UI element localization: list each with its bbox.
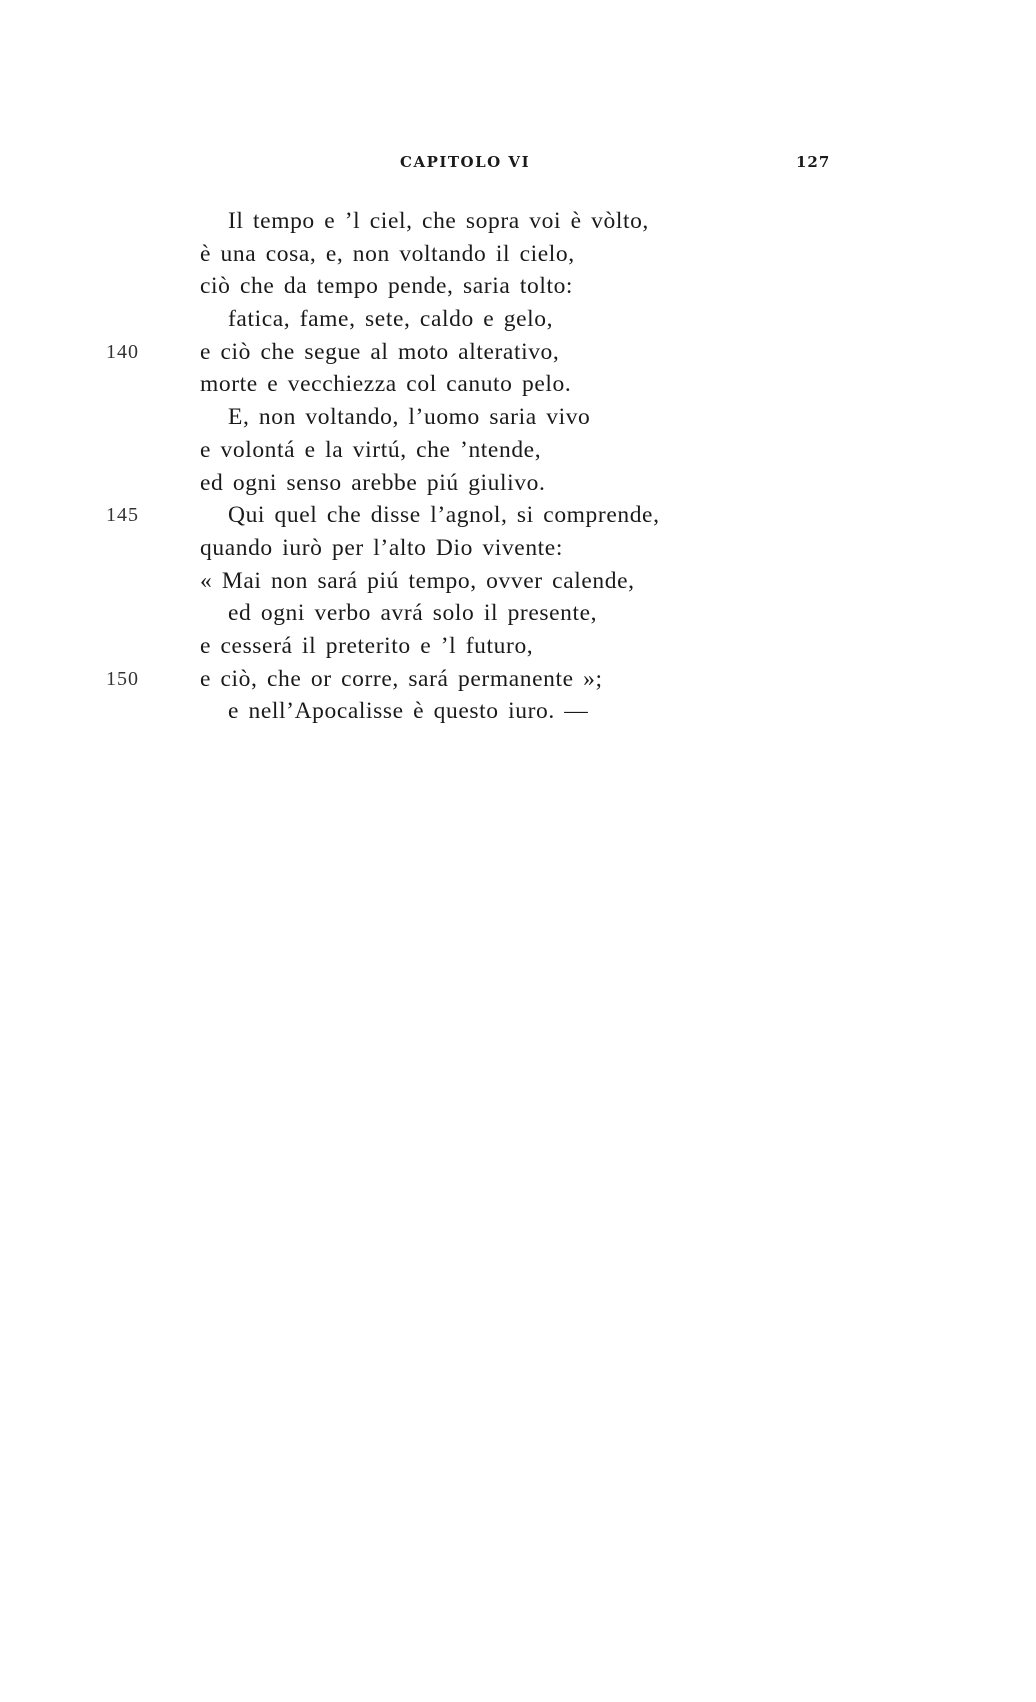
verse-line — [0, 404, 1036, 437]
verse-text: « Mai non sará piú tempo, ovver calende, — [200, 567, 635, 594]
running-head: CAPITOLO VI — [400, 153, 531, 171]
verse-text: è una cosa, e, non voltando il cielo, — [200, 240, 575, 267]
page-number: 127 — [796, 153, 831, 171]
verse-text: Qui quel che disse l’agnol, si comprende, — [228, 502, 660, 529]
line-number: 140 — [106, 340, 139, 363]
verse-line — [0, 633, 1036, 666]
verse-line — [0, 306, 1036, 339]
line-number: 145 — [106, 504, 139, 527]
verse-line — [0, 502, 1036, 535]
verse-text: e cesserá il preterito e ’l futuro, — [200, 632, 534, 659]
verse-text: e ciò che segue al moto alterativo, — [200, 338, 560, 365]
verse-text: e ciò, che or corre, sará permanente »; — [200, 665, 603, 692]
verse-line — [0, 273, 1036, 306]
verse-line — [0, 241, 1036, 274]
verse-text: fatica, fame, sete, caldo e gelo, — [228, 306, 554, 333]
verse-text: e nell’Apocalisse è questo iuro. — — [228, 698, 589, 725]
verse-line — [0, 339, 1036, 372]
verse-text: E, non voltando, l’uomo saria vivo — [228, 404, 591, 431]
verse-text: ciò che da tempo pende, saria tolto: — [200, 273, 574, 300]
verse-text: morte e vecchiezza col canuto pelo. — [200, 371, 572, 398]
verse-text: ed ogni senso arebbe piú giulivo. — [200, 469, 546, 496]
verse-text: e volontá e la virtú, che ’ntende, — [200, 436, 542, 463]
verse-line — [0, 600, 1036, 633]
verse-line — [0, 698, 1036, 731]
verse-line — [0, 470, 1036, 503]
line-number: 150 — [106, 667, 139, 690]
verse-line — [0, 371, 1036, 404]
verse-text: quando iurò per l’alto Dio vivente: — [200, 534, 563, 561]
verse-text: Il tempo e ’l ciel, che sopra voi è vòlto, — [228, 208, 649, 234]
verse-line — [0, 535, 1036, 568]
verse-block — [0, 208, 1036, 731]
verse-line — [0, 568, 1036, 601]
verse-text: ed ogni verbo avrá solo il presente, — [228, 600, 598, 627]
verse-line — [0, 208, 1036, 241]
verse-line — [0, 666, 1036, 699]
verse-line — [0, 437, 1036, 470]
